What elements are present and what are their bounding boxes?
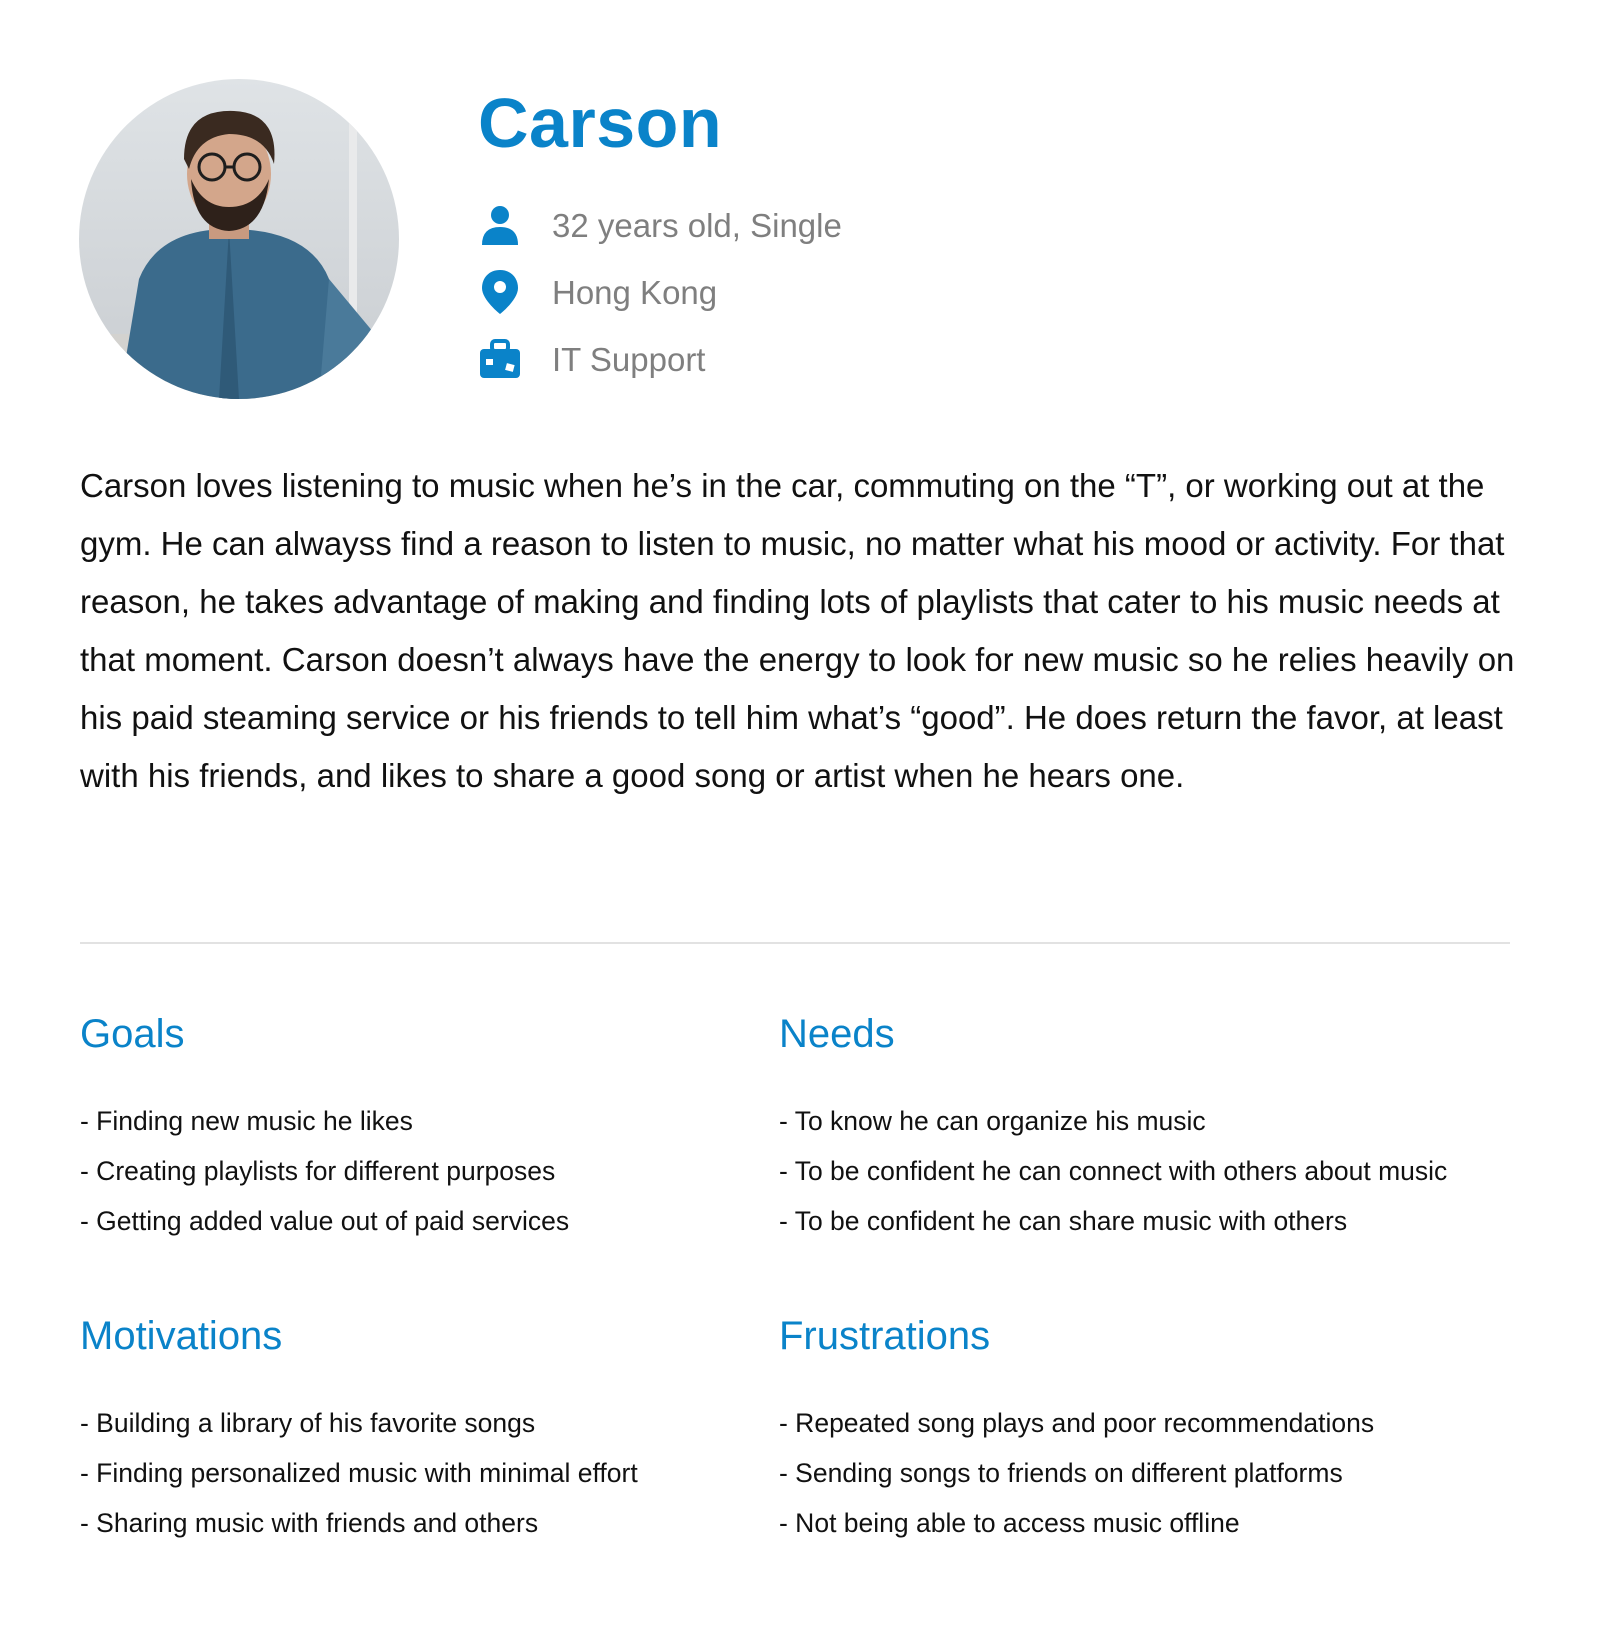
- list-item: - Building a library of his favorite songs: [80, 1408, 536, 1438]
- list-item: - Not being able to access music offline: [779, 1508, 1240, 1538]
- motivations-section: [80, 1316, 800, 1548]
- goals-heading: Goals: [80, 1012, 185, 1056]
- person-icon: [478, 203, 522, 247]
- list-item: - Sending songs to friends on different platforms: [779, 1458, 1343, 1488]
- list-item: - Finding new music he likes: [80, 1106, 413, 1136]
- list-item: - To be confident he can connect with others about music: [779, 1156, 1448, 1186]
- list-item: - To know he can organize his music: [779, 1106, 1206, 1136]
- list-item: - Finding personalized music with minimal effort: [80, 1458, 638, 1488]
- needs-heading: Needs: [779, 1012, 895, 1056]
- list-item: - Repeated song plays and poor recommendations: [779, 1408, 1375, 1438]
- persona-photo: [79, 79, 399, 399]
- briefcase-icon: [478, 337, 522, 381]
- frustrations-section: [779, 1316, 1499, 1548]
- motivations-list: [80, 1398, 800, 1548]
- section-divider: [80, 942, 1510, 944]
- persona-bio: Carson loves listening to music when he’s in the car, commuting on the “T”, or working out at the gym. He can alwayss find a reason to listen to music, no matter what his mood or activity. For that reason, he takes advantage of making and finding lots of playlists that cater to his music needs at that moment. Carson doesn’t always have the energy to look for new music so he relies heavily on his paid steaming service or his friends to tell him what’s “good”. He does return the favor, at least with his friends, and likes to share a good song or artist when he hears one.: [80, 467, 1515, 794]
- age-status-row: [478, 201, 842, 249]
- persona-name: Carson: [478, 84, 723, 162]
- needs-section: [779, 1014, 1499, 1246]
- list-item: - Creating playlists for different purposes: [80, 1156, 556, 1186]
- frustrations-heading: Frustrations: [779, 1314, 991, 1358]
- list-item: - Getting added value out of paid services: [80, 1206, 570, 1236]
- occupation-text: IT Support: [552, 340, 706, 378]
- list-item: - Sharing music with friends and others: [80, 1508, 539, 1538]
- goals-section: [80, 1014, 800, 1246]
- goals-list: [80, 1096, 800, 1246]
- location-pin-icon: [478, 270, 522, 314]
- list-item: - To be confident he can share music with others: [779, 1206, 1348, 1236]
- location-row: [478, 268, 717, 316]
- location-text: Hong Kong: [552, 273, 718, 311]
- age-status-text: 32 years old, Single: [552, 206, 842, 244]
- occupation-row: [478, 335, 705, 383]
- needs-list: [779, 1096, 1499, 1246]
- frustrations-list: [779, 1398, 1499, 1548]
- motivations-heading: Motivations: [80, 1314, 283, 1358]
